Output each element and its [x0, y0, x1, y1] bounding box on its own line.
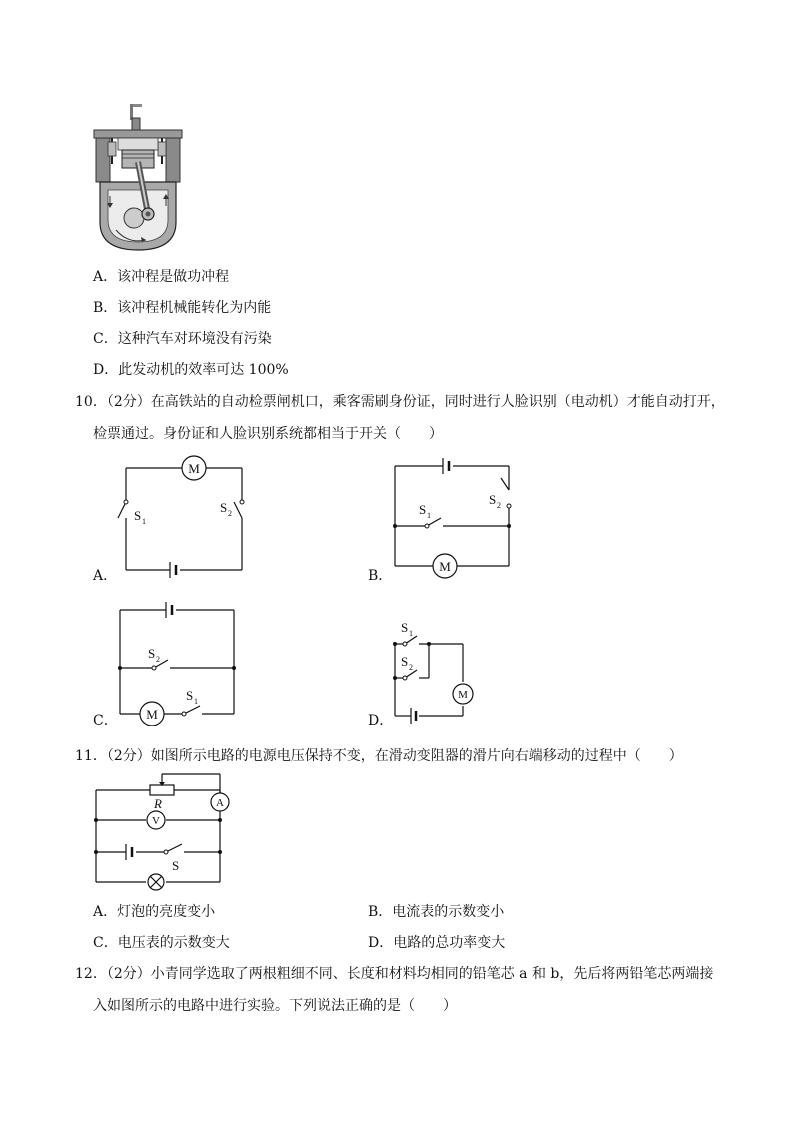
q10-a-s2-label: S: [220, 500, 228, 515]
q10-b-s1-sub: 1: [427, 511, 431, 520]
q10-a-s2-sub: 2: [228, 509, 232, 518]
engine-stroke-figure: [88, 98, 188, 254]
q11-stem-line1: 11．（2分）如图所示电路的电源电压保持不变，在滑动变阻器的滑片向右端移动的过程中（ ）: [75, 748, 683, 764]
q10-stem-line1: 10．（2分）在高铁站的自动检票闸机口，乘客需刷身份证，同时进行人脸识别（电动机）才能自动打开，: [75, 394, 725, 410]
q10-label-c: C．: [93, 713, 118, 729]
q10-c-s2-sub: 2: [156, 655, 160, 664]
q11-option-d: D．电路的总功率变大: [368, 935, 506, 951]
q9-option-a: A．该冲程是做功冲程: [93, 269, 230, 285]
q10-d-s1-sub: 1: [409, 629, 413, 638]
q10-a-motor-label: M: [188, 461, 200, 476]
q9-option-d: D．此发动机的效率可达 100%: [93, 362, 289, 378]
q10-b-motor-label: M: [439, 559, 451, 574]
q10-b-s2-label: S: [489, 492, 497, 507]
q10-circuit-b: [385, 452, 525, 582]
q11-option-b: B．电流表的示数变小: [368, 904, 505, 920]
q11-voltmeter-label: V: [152, 815, 160, 827]
q10-a-s1-sub: 1: [142, 517, 146, 526]
q10-c-s1-label: S: [186, 688, 194, 703]
q10-d-s2-label: S: [401, 654, 409, 669]
q9-option-c: C．这种汽车对环境没有污染: [93, 331, 272, 347]
q10-b-s2-sub: 2: [497, 501, 501, 510]
q10-circuit-c: [110, 596, 250, 726]
q12-stem-line1: 12．（2分）小青同学选取了两根粗细不同、长度和材料均相同的铅笔芯 a 和 b，先后将两铅笔芯两端接: [75, 966, 714, 982]
q10-circuit-a: [110, 452, 260, 582]
q10-c-s1-sub: 1: [194, 697, 198, 706]
q11-option-c: C．电压表的示数变大: [93, 935, 230, 951]
q10-stem-line2: 检票通过。身份证和人脸识别系统都相当于开关（ ）: [93, 426, 443, 442]
q10-c-motor-label: M: [146, 707, 158, 722]
q10-d-s2-sub: 2: [409, 663, 413, 672]
q12-stem-line2: 入如图所示的电路中进行实验。下列说法正确的是（ ）: [93, 998, 457, 1014]
q10-d-motor-label: M: [458, 689, 468, 701]
q10-circuit-d: [385, 616, 485, 728]
q9-option-b: B．该冲程机械能转化为内能: [93, 300, 272, 316]
q11-rheostat-label: R: [154, 796, 162, 811]
q10-d-s1-label: S: [401, 620, 409, 635]
q10-label-d: D．: [368, 713, 394, 729]
q10-label-b: B．: [368, 568, 393, 584]
q10-label-a: A．: [93, 568, 118, 584]
q10-a-s1-label: S: [134, 508, 142, 523]
q11-option-a: A．灯泡的亮度变小: [93, 904, 216, 920]
q11-circuit: [88, 770, 238, 896]
q10-b-s1-label: S: [419, 502, 427, 517]
q11-switch-label: S: [172, 858, 180, 873]
q10-c-s2-label: S: [148, 646, 156, 661]
q11-ammeter-label: A: [216, 797, 224, 809]
